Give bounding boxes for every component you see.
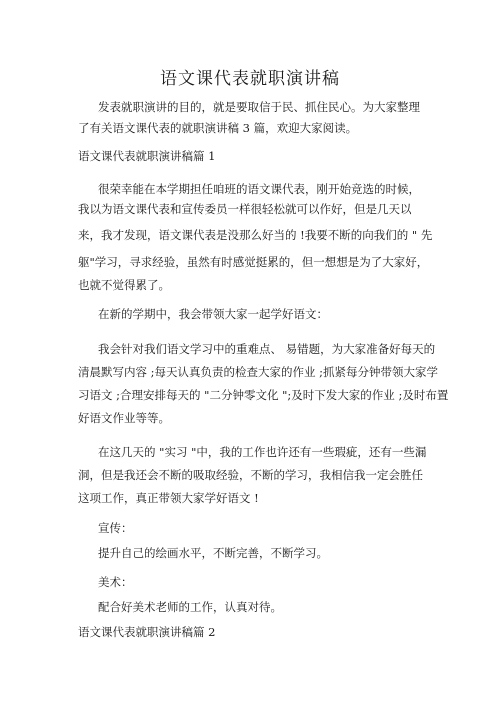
paragraph-1-line-1: 很荣幸能在本学期担任咱班的语文课代表，刚开始竞选的时候， [98, 182, 420, 196]
paragraph-2: 在新的学期中，我会带领大家一起学好语文： [98, 307, 328, 321]
intro-line-1: 发表就职演讲的目的，就是要取信于民、抓住民心。为大家整理 [98, 100, 420, 114]
paragraph-3-line-3: 习语文 ;合理安排每天的 "二分钟零文化 ";及时下发大家的作业 ;及时布置 [78, 388, 449, 402]
paragraph-4-line-1: 在这几天的 "实习 "中，我的工作也许还有一些瑕疵，还有一些漏 [98, 445, 427, 459]
section-heading-1: 语文课代表就职演讲稿篇 1 [78, 149, 216, 163]
paragraph-3-line-2: 清晨默写内容 ;每天认真负责的检查大家的作业 ;抓紧每分钟带领大家学 [78, 365, 439, 379]
label-art: 美术： [98, 575, 133, 589]
text-art: 配合好美术老师的工作，认真对待。 [98, 600, 282, 614]
paragraph-1-line-4: 躯"学习，寻求经验，虽然有时感觉挺累的，但一想想是为了大家好， [78, 255, 429, 269]
paragraph-3-line-1: 我会针对我们语文学习中的重难点、 易错题，为大家准备好每天的 [98, 342, 436, 356]
section-heading-2: 语文课代表就职演讲稿篇 2 [78, 625, 216, 639]
page-title: 语文课代表就职演讲稿 [160, 69, 340, 89]
paragraph-4-line-3: 这项工作，真正带领大家学好语文 ! [78, 491, 259, 505]
intro-line-2: 了有关语文课代表的就职演讲稿 3 篇，欢迎大家阅读。 [78, 121, 358, 135]
paragraph-4-line-2: 洞，但是我还会不断的吸取经验，不断的学习，我相信我一定会胜任 [78, 468, 423, 482]
label-publicity: 宣传： [98, 521, 133, 535]
paragraph-1-line-5: 也就不觉得累了。 [78, 278, 170, 292]
paragraph-1-line-2: 我以为语文课代表和宣传委员一样很轻松就可以作好，但是几天以 [78, 202, 412, 216]
paragraph-1-line-3: 来，我才发现，语文课代表是没那么好当的 !我要不断的向我们的 " 先 [78, 228, 433, 242]
text-publicity: 提升自己的绘画水平，不断完善，不断学习。 [98, 546, 328, 560]
paragraph-3-line-4: 好语文作业等等。 [78, 411, 170, 425]
